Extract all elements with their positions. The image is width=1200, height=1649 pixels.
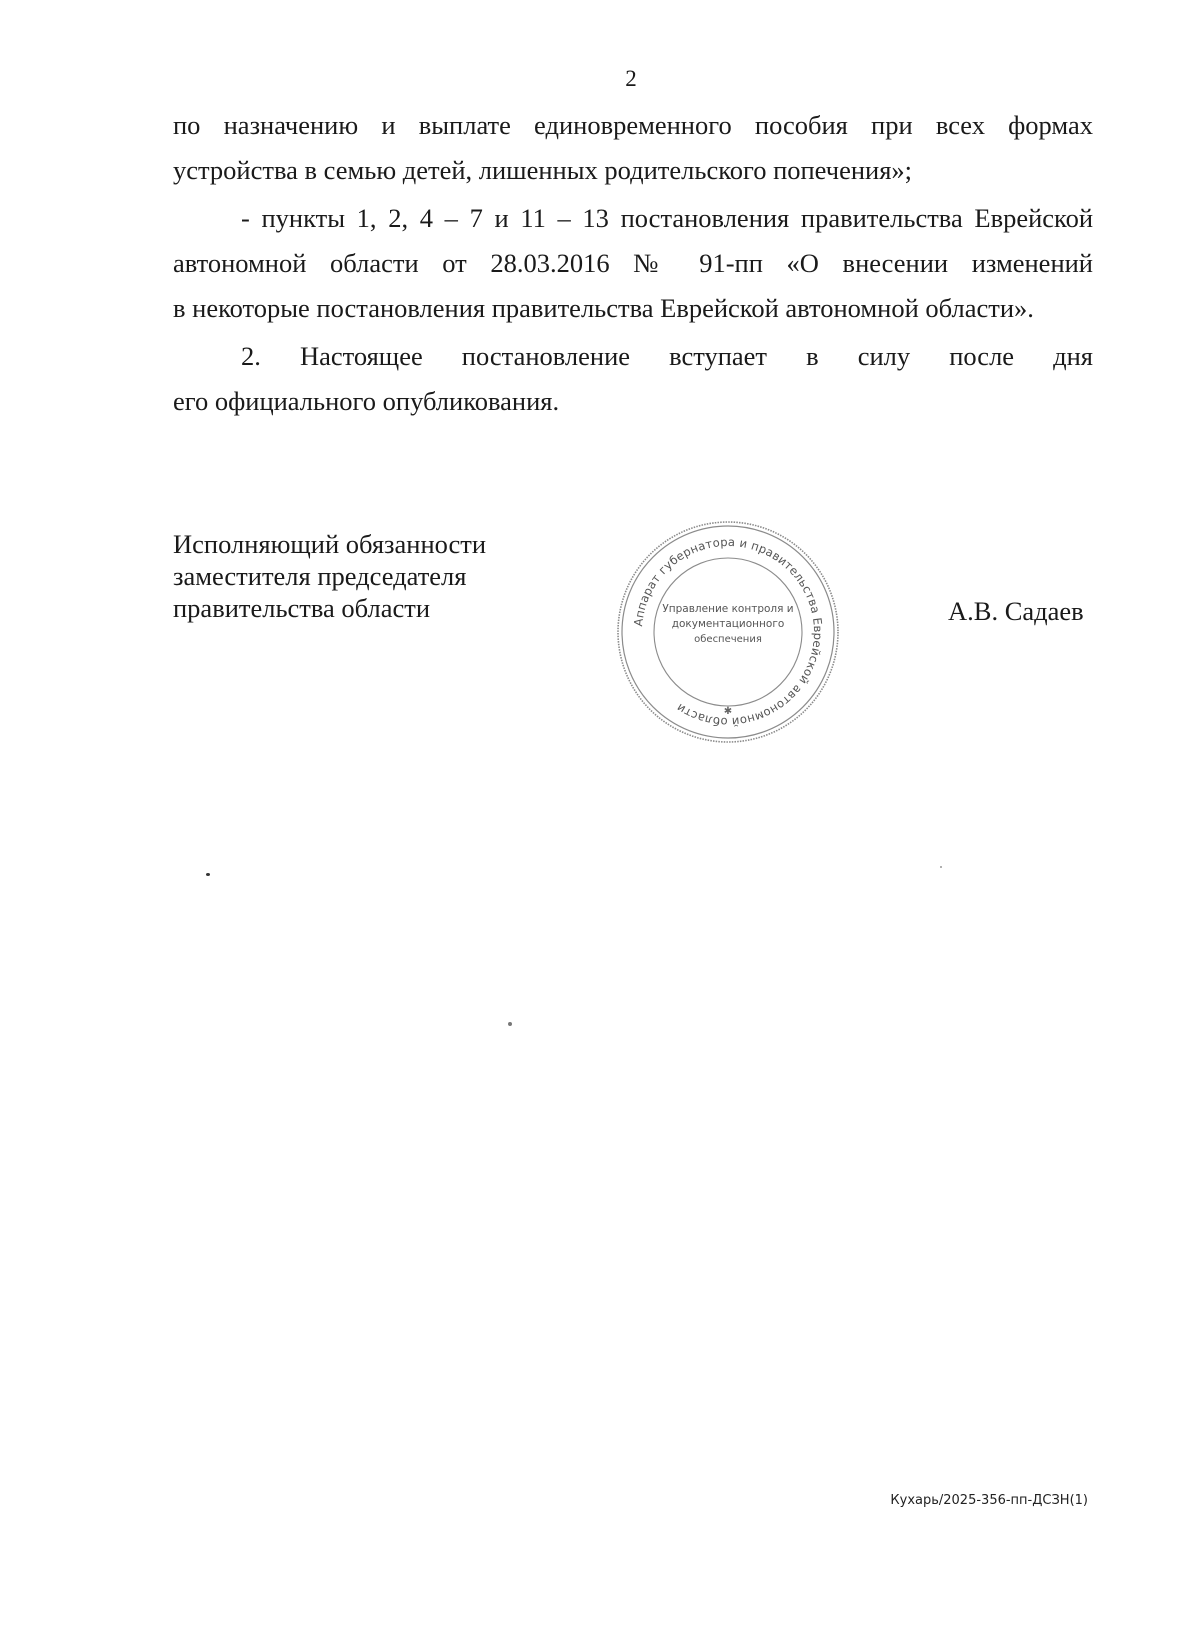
paragraph-effective-date — [173, 334, 1093, 424]
text-line: - пункты 1, 2, 4 – 7 и 11 – 13 постановления правительства Еврейской — [241, 203, 1093, 233]
stamp-inner-line: документационного — [671, 618, 785, 630]
text-line: автономной области от 28.03.2016 № 91-пп «О внесении изменений — [173, 248, 1093, 278]
page-number: 2 — [625, 66, 637, 91]
stamp-inner-line: Управление контроля и — [662, 603, 794, 615]
text-line: 2. Настоящее постановление вступает в силу после дня — [241, 341, 1093, 371]
text-line: его официального опубликования. — [173, 386, 560, 416]
official-stamp — [614, 518, 842, 746]
document-body — [173, 103, 1093, 427]
signer-position-line: правительства области — [173, 593, 431, 623]
stamp-star-icon: ✱ — [723, 706, 733, 717]
paragraph-repealed-items — [173, 196, 1093, 331]
paragraph-continuation — [173, 103, 1093, 193]
signer-name: А.В. Садаев — [948, 596, 1084, 626]
scan-speck — [508, 1022, 512, 1026]
stamp-inner-line: обеспечения — [694, 634, 762, 645]
document-reference-code: Кухарь/2025-356-пп-ДСЗН(1) — [890, 1493, 1088, 1508]
stamp-outer-text: Аппарат губернатора и правительства Еврейской автономной области — [631, 534, 826, 730]
text-line: по назначению и выплате единовременного пособия при всех формах — [173, 110, 1093, 140]
scan-speck — [206, 873, 210, 876]
signer-position — [173, 528, 486, 624]
text-line: в некоторые постановления правительства Еврейской автономной области». — [173, 293, 1034, 323]
signer-position-line: Исполняющий обязанности — [173, 529, 487, 559]
signer-position-line: заместителя председателя — [173, 561, 467, 591]
text-line: устройства в семью детей, лишенных родительского попечения»; — [173, 155, 913, 185]
scan-speck — [940, 866, 942, 868]
